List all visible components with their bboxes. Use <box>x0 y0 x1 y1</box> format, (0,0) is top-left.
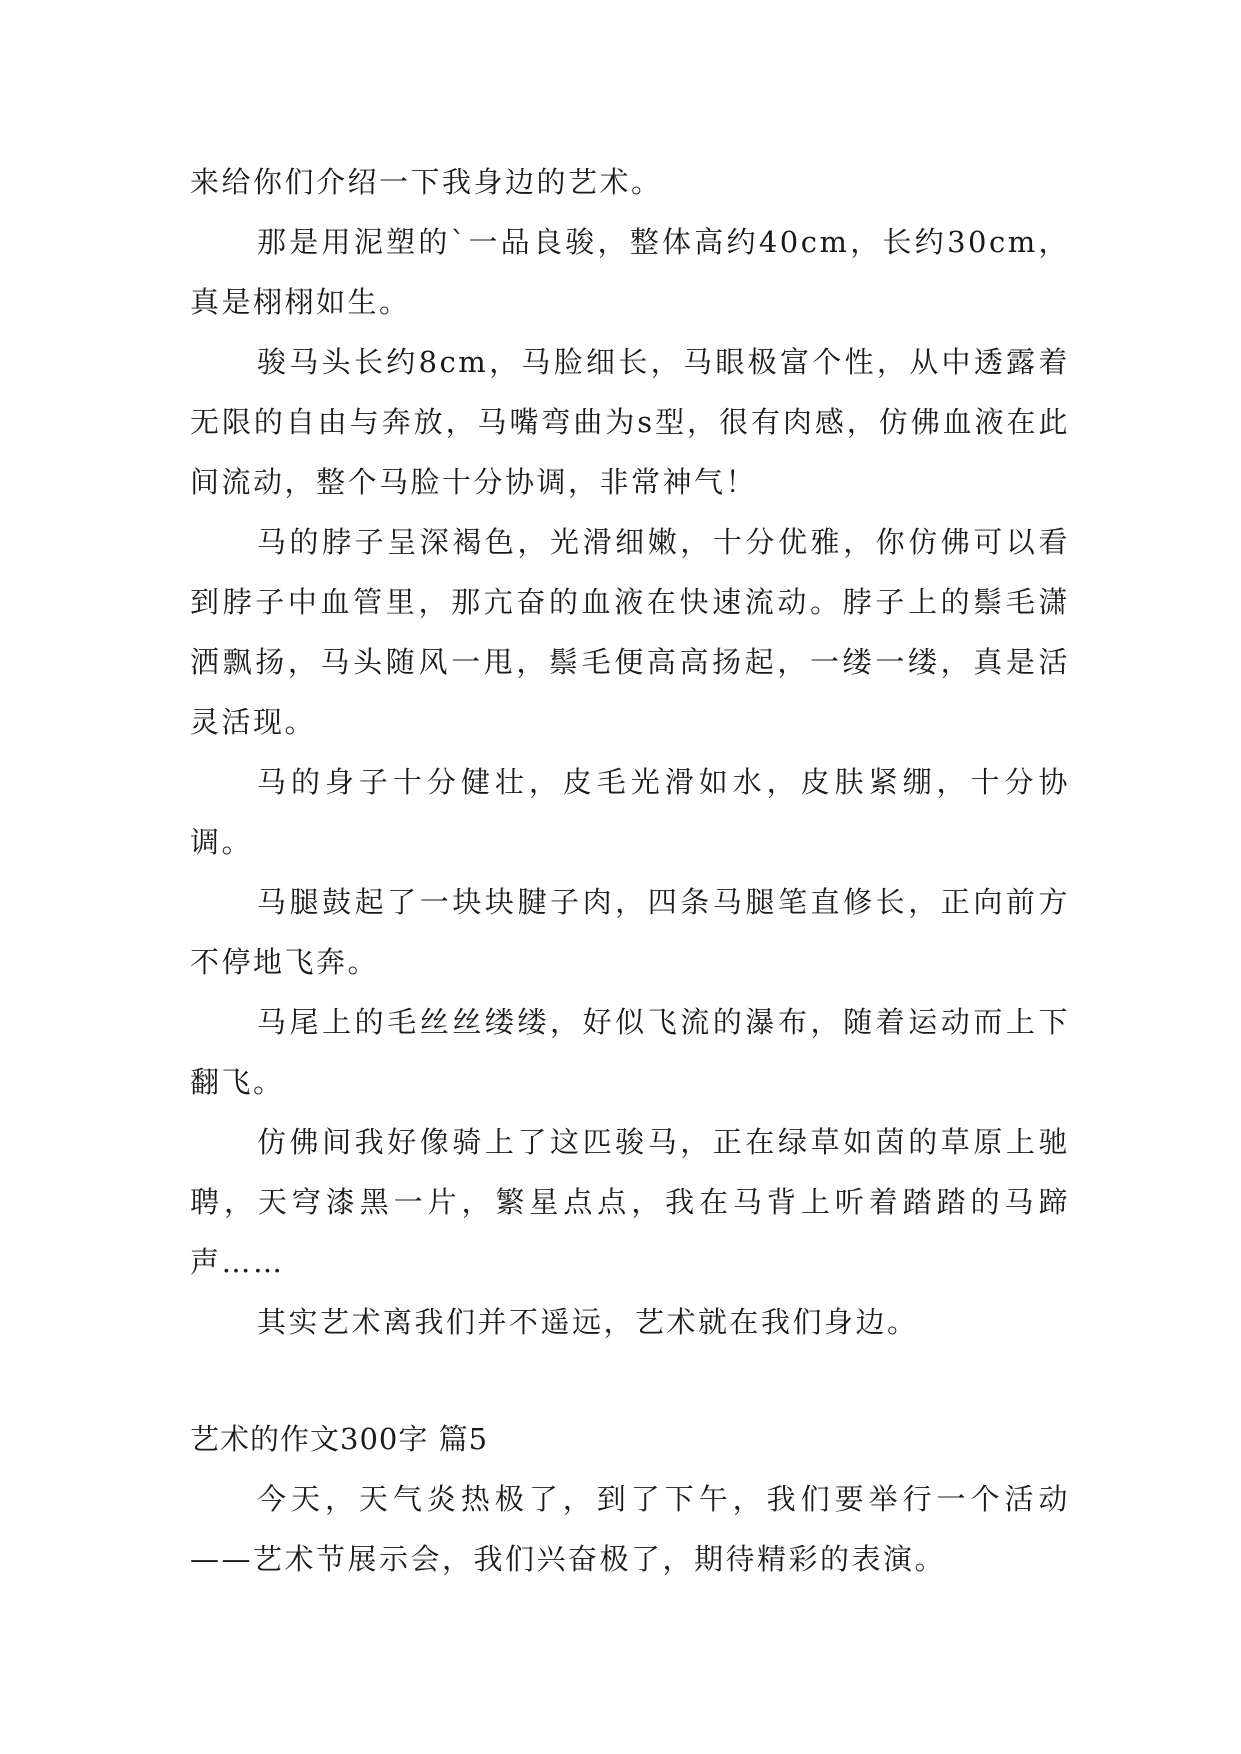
paragraph-riding: 仿佛间我好像骑上了这匹骏马，正在绿草如茵的草原上驰聘，天穹漆黑一片，繁星点点，我在马背上听着踏踏的马蹄声…… <box>190 1125 1070 1279</box>
paragraph-horse-legs: 马腿鼓起了一块块腱子肉，四条马腿笔直修长，正向前方不停地飞奔。 <box>190 885 1070 979</box>
section-heading: 艺术的作文300字 篇5 <box>190 1422 489 1456</box>
section-paragraph: 今天，天气炎热极了，到了下午，我们要举行一个活动——艺术节展示会，我们兴奋极了，期待精彩的表演。 <box>190 1482 1070 1576</box>
document-body <box>190 152 1070 1589</box>
paragraph-horse-tail: 马尾上的毛丝丝缕缕，好似飞流的瀑布，随着运动而上下翻飞。 <box>190 1005 1070 1099</box>
paragraph-conclusion: 其实艺术离我们并不遥远，艺术就在我们身边。 <box>257 1305 919 1339</box>
paragraph-horse-neck: 马的脖子呈深褐色，光滑细嫩，十分优雅，你仿佛可以看到脖子中血管里，那亢奋的血液在快速流动。脖子上的鬃毛潇洒飘扬，马头随风一甩，鬃毛便高高扬起，一缕一缕，真是活灵活现。 <box>190 525 1070 739</box>
paragraph-clay-horse: 那是用泥塑的`一品良骏，整体高约40cm，长约30cm，真是栩栩如生。 <box>190 225 1070 319</box>
paragraph-horse-body: 马的身子十分健壮，皮毛光滑如水，皮肤紧绷，十分协调。 <box>190 765 1070 859</box>
intro-line: 来给你们介绍一下我身边的艺术。 <box>190 165 663 199</box>
paragraph-horse-head: 骏马头长约8cm，马脸细长，马眼极富个性，从中透露着无限的自由与奔放，马嘴弯曲为s型，很有肉感，仿佛血液在此间流动，整个马脸十分协调，非常神气！ <box>190 345 1070 499</box>
